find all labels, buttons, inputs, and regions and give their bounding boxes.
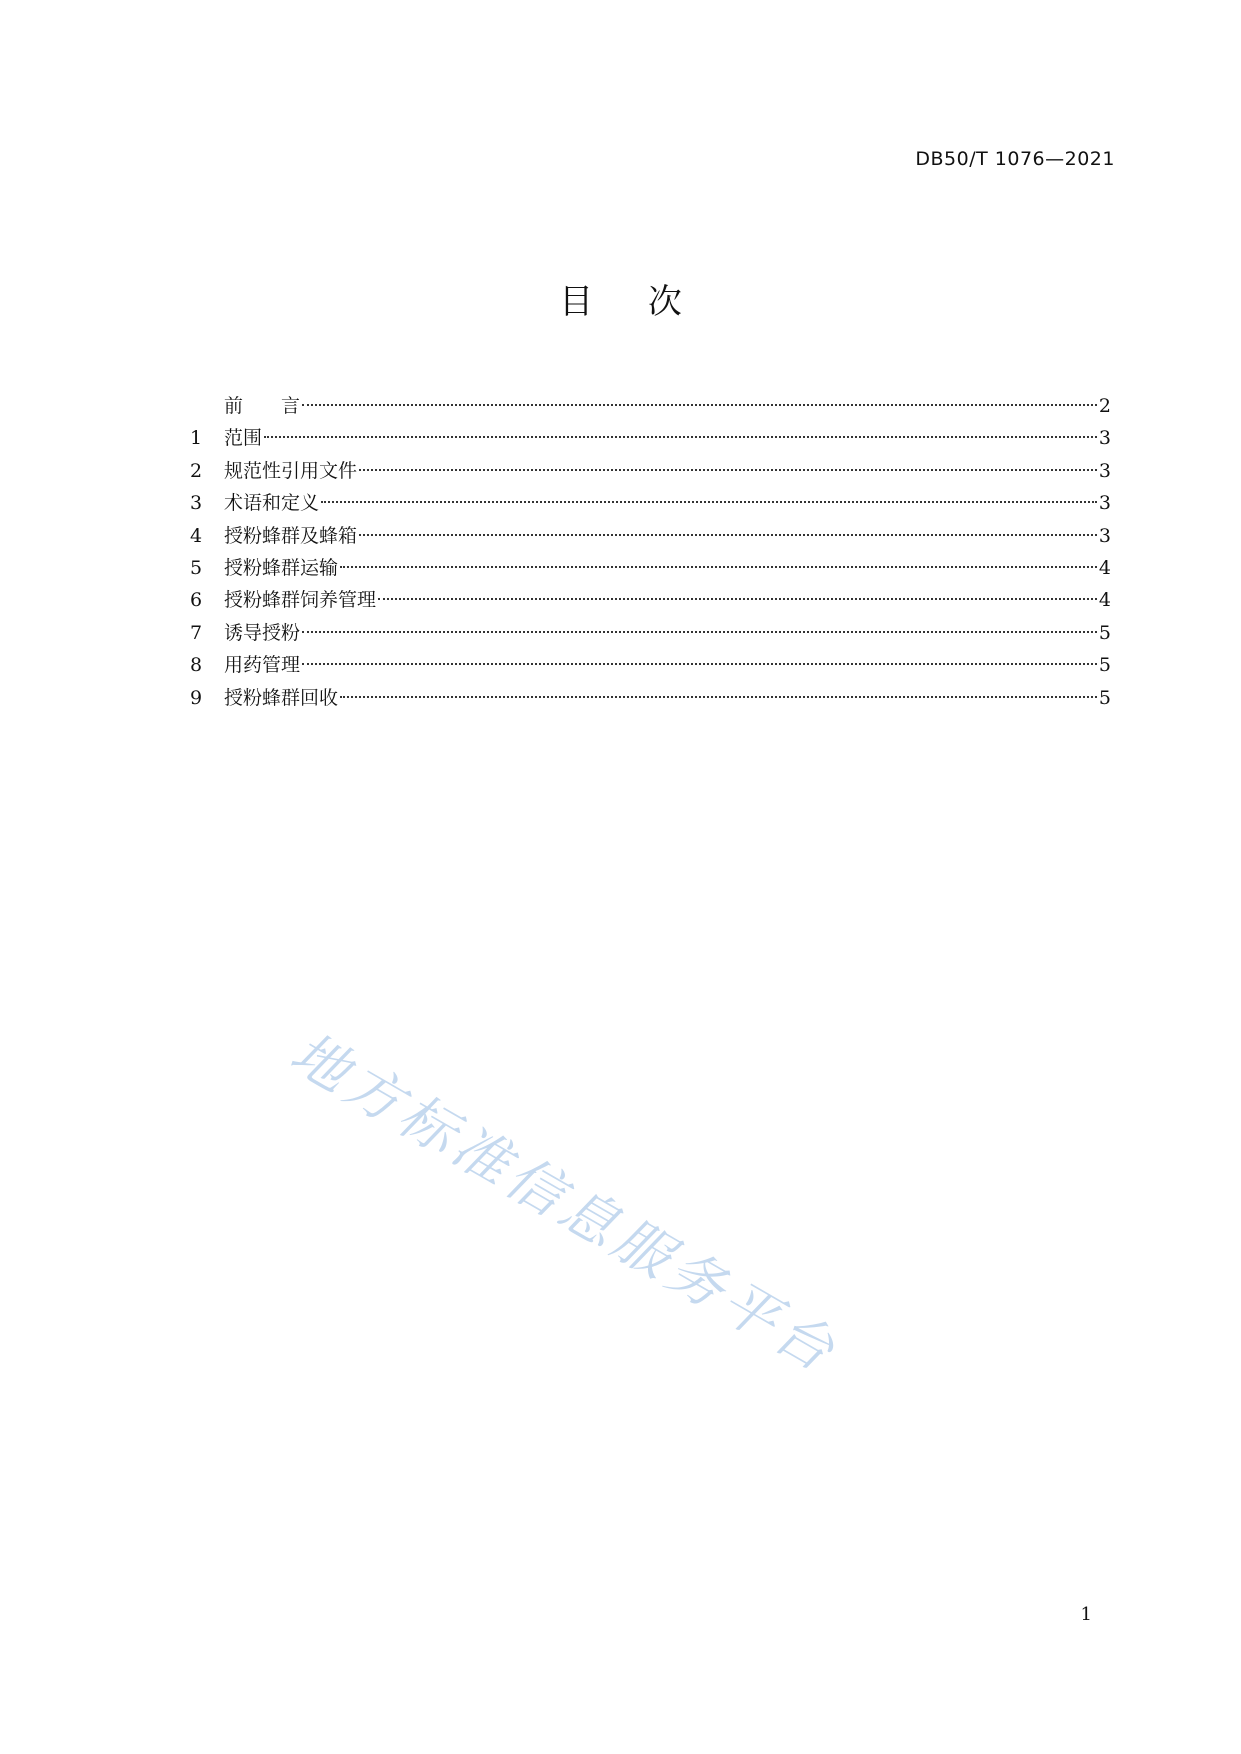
toc-entry-label: 范围 (224, 427, 263, 450)
dot-leader (302, 631, 1097, 633)
toc-entry-label: 规范性引用文件 (224, 459, 358, 482)
toc-entry-normative-references[interactable] (190, 455, 1111, 487)
toc-entry-page: 4 (1098, 556, 1111, 579)
toc-entry-page: 3 (1098, 459, 1111, 482)
dot-leader (340, 566, 1097, 568)
toc-entry-colony-recovery[interactable] (190, 682, 1111, 714)
toc-entry-page: 5 (1098, 686, 1111, 709)
toc-entry-number: 2 (190, 459, 203, 482)
toc-entry-label: 术语和定义 (224, 492, 320, 515)
page-title: 目 次 (559, 282, 704, 322)
toc-entry-number: 5 (190, 556, 203, 579)
toc-entry-label: 用药管理 (224, 654, 301, 677)
toc-entry-number: 1 (190, 427, 203, 450)
toc-entry-induced-pollination[interactable] (190, 617, 1111, 649)
toc-entry-number: 8 (190, 654, 203, 677)
toc-entry-foreword[interactable] (190, 390, 1111, 422)
toc-entry-page: 3 (1098, 492, 1111, 515)
toc-entry-page: 5 (1098, 621, 1111, 644)
toc-entry-label: 授粉蜂群运输 (224, 556, 339, 579)
dot-leader (264, 436, 1097, 438)
toc-entry-page: 3 (1098, 427, 1111, 450)
dot-leader (321, 501, 1097, 503)
toc-entry-page: 4 (1098, 589, 1111, 612)
dot-leader (302, 663, 1097, 665)
toc-entry-page: 5 (1098, 654, 1111, 677)
toc-entry-terms-definitions[interactable] (190, 487, 1111, 519)
table-of-contents (190, 390, 1111, 714)
toc-entry-transport[interactable] (190, 552, 1111, 584)
toc-entry-label: 授粉蜂群饲养管理 (224, 589, 377, 612)
toc-entry-number: 9 (190, 686, 203, 709)
toc-entry-label: 授粉蜂群及蜂箱 (224, 524, 358, 547)
document-code: DB50/T 1076—2021 (915, 148, 1115, 170)
dot-leader (378, 598, 1097, 600)
dot-leader (359, 469, 1097, 471)
toc-entry-number: 7 (190, 621, 203, 644)
toc-entry-medication-management[interactable] (190, 649, 1111, 681)
toc-entry-page: 2 (1098, 395, 1111, 417)
toc-entry-feeding-management[interactable] (190, 584, 1111, 616)
toc-entry-label: 授粉蜂群回收 (224, 686, 339, 709)
toc-entry-number: 3 (190, 492, 203, 515)
toc-entry-page: 3 (1098, 524, 1111, 547)
watermark: 地方标准信息服务平台 (279, 1020, 849, 1387)
dot-leader (340, 696, 1097, 698)
dot-leader (359, 534, 1097, 536)
toc-entry-label: 前 言 (224, 395, 301, 417)
toc-entry-label: 诱导授粉 (224, 621, 301, 644)
toc-entry-scope[interactable] (190, 422, 1111, 454)
toc-entry-number: 6 (190, 589, 203, 612)
toc-entry-colonies-hives[interactable] (190, 520, 1111, 552)
page-number: 1 (1080, 1604, 1092, 1625)
dot-leader (302, 404, 1097, 406)
toc-entry-number: 4 (190, 524, 203, 547)
